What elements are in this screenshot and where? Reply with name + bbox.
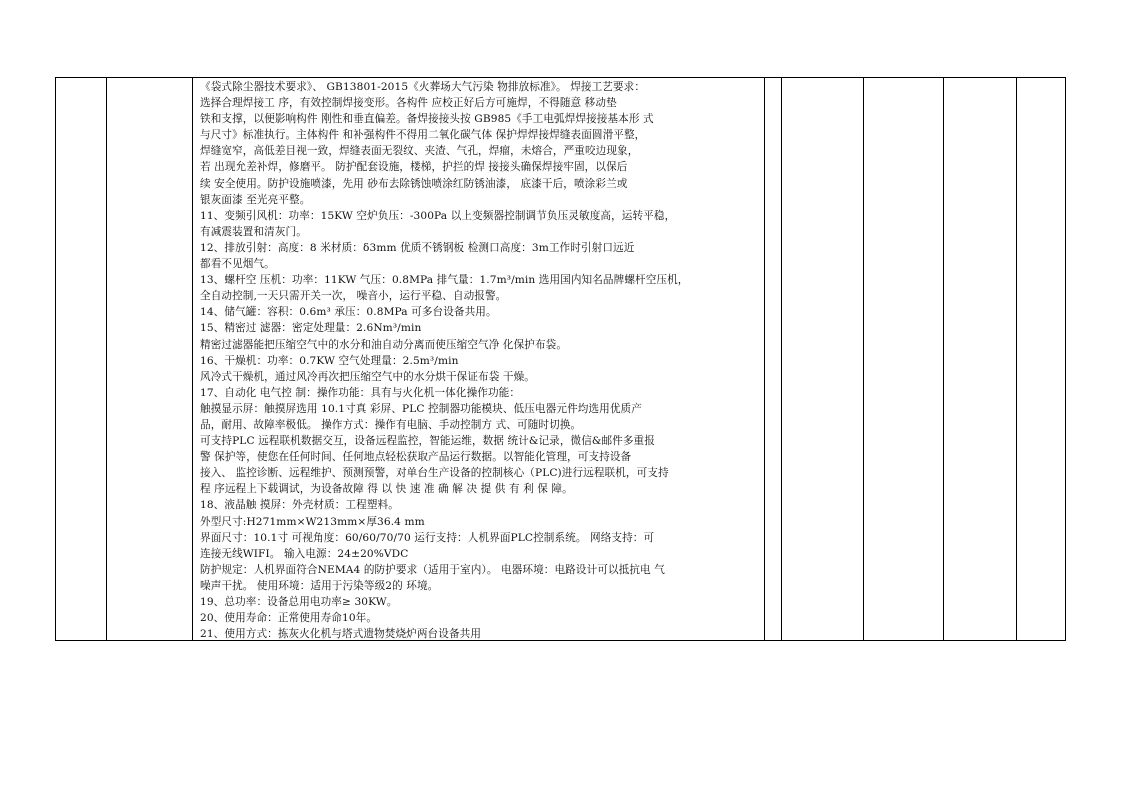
spec-line: 外型尺寸:H271mm×W213mm×厚36.4 mm bbox=[200, 515, 425, 528]
spec-line: 银灰面漆 至光亮平整。 bbox=[200, 193, 311, 206]
spec-line: 14、储气罐：容积：0.6m³ 承压：0.8MPa 可多台设备共用。 bbox=[200, 306, 497, 319]
spec-line: 都看不见烟气。 bbox=[200, 258, 275, 271]
column-divider bbox=[192, 78, 193, 640]
spec-line: 警 保护等，使您在任何时间、任何地点轻松获取产品运行数据。以智能化管理，可支持设备 bbox=[200, 451, 632, 464]
spec-line: 有减震装置和清灰门。 bbox=[200, 225, 307, 238]
spec-line: 焊缝宽窄，高低差目视一致，焊缝表面无裂纹、夹渣、气孔，焊瘤，未熔合，严重咬边现象， bbox=[200, 145, 639, 158]
spec-line: 风冷式干燥机，通过风冷再次把压缩空气中的水分烘干保证布袋 干燥。 bbox=[200, 370, 535, 383]
spec-line: 17、自动化 电气控 制：操作功能：具有与火化机一体化操作功能： bbox=[200, 386, 521, 399]
spec-line: 铁和支撑，以便影响构件 刚性和垂直偏差。备焊接接头按 GB985《手工电弧焊焊接接基本形 式 bbox=[200, 113, 654, 126]
spec-line: 19、总功率：设备总用电功率≥ 30KW。 bbox=[200, 596, 398, 608]
spec-line: 18、液晶触 摸屏：外壳材质：工程塑料。 bbox=[200, 499, 399, 512]
spec-line: 连接无线WIFI。 输入电源：24±20%VDC bbox=[200, 547, 409, 560]
spec-line: 20、使用寿命：正常使用寿命10年。 bbox=[200, 612, 378, 625]
spec-table bbox=[55, 77, 1066, 641]
spec-description-cell bbox=[200, 79, 770, 642]
spec-line: 防护规定：人机界面符合NEMA4 的防护要求（适用于室内）。 电器环境：电路设计可以抵抗电 气 bbox=[200, 563, 665, 576]
spec-line: 品，耐用、故障率极低。 操作方式：操作有电脑、手动控制方 式、可随时切换。 bbox=[200, 418, 582, 431]
spec-line: 13、螺杆空 压机：功率：11KW 气压：0.8MPa 排气量：1.7m³/min 选用国内知名品牌螺杆空压机， bbox=[200, 274, 689, 287]
spec-line: 触摸显示屏：触摸屏选用 10.1寸真 彩屏、PLC 控制器功能模块、低压电器元件均选用优质产 bbox=[200, 402, 642, 415]
spec-line: 续 安全使用。防护设施喷漆，先用 砂布去除锈蚀喷涂红防锈油漆， 底漆干后，喷涂彩兰或 bbox=[200, 177, 628, 190]
column-divider bbox=[106, 78, 107, 640]
spec-line: 噪声干扰。 使用环境：适用于污染等级2的 环境。 bbox=[200, 579, 439, 592]
spec-line: 接入、 监控诊断、远程维护、预测预警，对单台生产设备的控制核心（PLC)进行远程联机，可支持 bbox=[200, 467, 669, 480]
column-divider bbox=[943, 78, 944, 640]
spec-line: 精密过滤器能把压缩空气中的水分和油自动分离而使压缩空气净 化保护布袋。 bbox=[200, 338, 568, 351]
column-divider bbox=[1016, 78, 1017, 640]
spec-line: 程 序远程上下载调试，为设备故障 得 以 快 速 准 确 解 决 提 供 有 利 保 障。 bbox=[200, 483, 573, 496]
spec-line: 16、干燥机：功率：0.7KW 空气处理量：2.5m³/min bbox=[200, 354, 459, 367]
spec-line: 与尺寸》标准执行。主体构件 和补强构件不得用二氧化碳气体 保护焊焊接焊缝表面圆滑平整， bbox=[200, 129, 646, 142]
spec-line: 11、变频引风机：功率：15KW 空炉负压：-300Pa 以上变频器控制调节负压灵敏度高，运转平稳， bbox=[200, 209, 676, 222]
spec-line: 可支持PLC 远程联机数据交互，设备远程监控，智能运维，数据 统计&记录，微信&邮件多重报 bbox=[200, 435, 655, 448]
spec-line: 界面尺寸：10.1寸 可视角度：60/60/70/70 运行支持：人机界面PLC控制系统。 网络支持：可 bbox=[200, 531, 655, 544]
spec-line: 若 出现允差补焊，修磨平。 防护配套设施，楼梯，护拦的焊 接接头确保焊接牢固，以保后 bbox=[200, 161, 628, 174]
spec-line: 选择合理焊接工 序，有效控制焊接变形。各构件 应校正好后方可施焊，不得随意 移动垫 bbox=[200, 97, 617, 110]
spec-line: 12、排放引射：高度：8 米材质：δ3mm 优质不锈钢板 检测口高度：3m工作时引射口远近 bbox=[200, 241, 635, 254]
spec-line: 全自动控制,一天只需开关一次， 噪音小，运行平稳、自动报警。 bbox=[200, 290, 507, 303]
spec-line: 《袋式除尘器技术要求》、 GB13801-2015《火葬场大气污染 物排放标准》。 焊接工艺要求： bbox=[200, 81, 646, 93]
spec-line: 21、使用方式：拣灰火化机与塔式遗物焚烧炉两台设备共用 bbox=[200, 628, 482, 641]
spec-line: 15、精密过 滤器：密定处理量：2.6Nm³/min bbox=[200, 322, 422, 335]
column-divider bbox=[781, 78, 782, 640]
column-divider bbox=[863, 78, 864, 640]
